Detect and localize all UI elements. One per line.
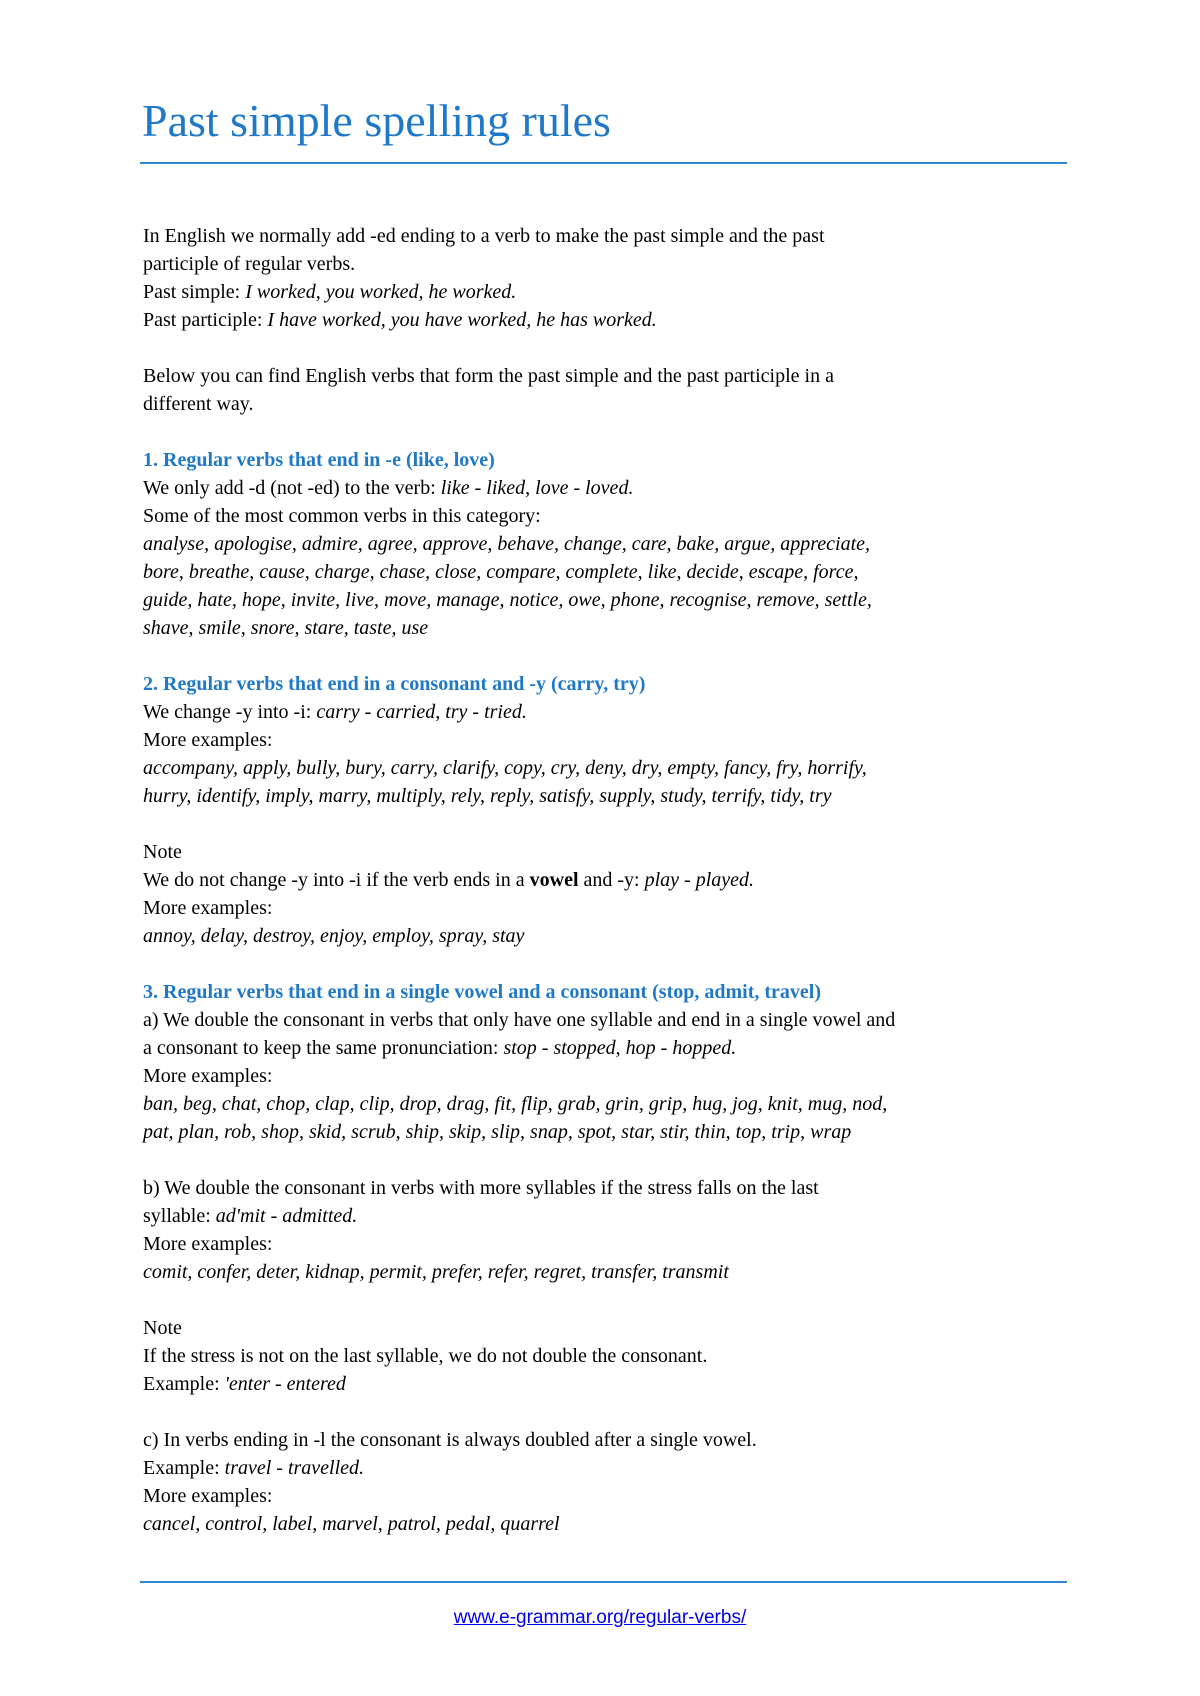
intro-line: In English we normally add -ed ending to a verb to make the past simple and the past	[143, 225, 825, 247]
rule-text: We only add -d (not -ed) to the verb:	[143, 477, 441, 499]
verb-list: shave, smile, snore, stare, taste, use	[143, 617, 429, 639]
example: travel - travelled.	[224, 1457, 365, 1479]
rule-line	[143, 1034, 1083, 1062]
example: like - liked	[440, 477, 526, 499]
example: I worked, you worked, he worked.	[245, 281, 517, 303]
past-simple-example	[143, 278, 1083, 306]
verb-list: ban, beg, chat, chop, clap, clip, drop, drag, fit, flip, grab, grin, grip, hug, jog, knit, mug, nod,	[143, 1093, 888, 1115]
separator: ,	[615, 1037, 626, 1059]
verb-list: analyse, apologise, admire, agree, approve, behave, change, care, bake, argue, appreciate,	[143, 533, 871, 555]
verb-list: comit, confer, deter, kidnap, permit, prefer, refer, regret, transfer, transmit	[143, 1261, 729, 1283]
example: 'enter - entered	[224, 1373, 346, 1395]
rule-line	[143, 1202, 1083, 1230]
text-line: Some of the most common verbs in this category:	[143, 505, 541, 527]
separator: ,	[525, 477, 536, 499]
intro-line: Below you can find English verbs that form the past simple and the past participle in a	[143, 365, 834, 387]
separator: ,	[435, 701, 446, 723]
text-line: More examples:	[143, 1233, 273, 1255]
verb-list: hurry, identify, imply, marry, multiply, rely, reply, satisfy, supply, study, terrify, tidy, try	[143, 785, 832, 807]
section-heading: 2. Regular verbs that end in a consonant and -y (carry, try)	[143, 673, 646, 695]
title-divider	[140, 162, 1067, 164]
example: ad'mit - admitted.	[215, 1205, 358, 1227]
example: try - tried.	[445, 701, 527, 723]
text-line: b) We double the consonant in verbs with more syllables if the stress falls on the last	[143, 1177, 819, 1199]
example: play - played.	[644, 869, 755, 891]
example: I have worked, you have worked, he has worked.	[267, 309, 657, 331]
note-line	[143, 866, 1083, 894]
text-line: More examples:	[143, 1485, 273, 1507]
note-bold: vowel	[529, 869, 579, 891]
intro-line: participle of regular verbs.	[143, 253, 356, 275]
page-title: Past simple spelling rules	[142, 95, 611, 146]
verb-list: guide, hate, hope, invite, live, move, manage, notice, owe, phone, recognise, remove, settle,	[143, 589, 872, 611]
footer-divider	[140, 1581, 1067, 1583]
example: carry - carried	[316, 701, 436, 723]
verb-list: cancel, control, label, marvel, patrol, pedal, quarrel	[143, 1513, 560, 1535]
label: Example:	[143, 1373, 225, 1395]
text-line: More examples:	[143, 729, 273, 751]
footer	[0, 1607, 1200, 1629]
rule-text: a consonant to keep the same pronunciation:	[143, 1037, 504, 1059]
section-heading: 1. Regular verbs that end in -e (like, love)	[143, 449, 495, 471]
footer-link[interactable]: www.e-grammar.org/regular-verbs/	[453, 1607, 747, 1628]
example: stop - stopped	[503, 1037, 616, 1059]
document-body	[143, 222, 1083, 1538]
example-line	[143, 1454, 1083, 1482]
section-heading: 3. Regular verbs that end in a single vowel and a consonant (stop, admit, travel)	[143, 981, 821, 1003]
example-line	[143, 1370, 1083, 1398]
label: Past participle:	[143, 309, 268, 331]
note-text: and -y:	[578, 869, 645, 891]
example: love - loved.	[535, 477, 634, 499]
text-line: More examples:	[143, 1065, 273, 1087]
rule-text: syllable:	[143, 1205, 216, 1227]
note-text: We do not change -y into -i if the verb ends in a	[143, 869, 530, 891]
note-line: If the stress is not on the last syllable, we do not double the consonant.	[143, 1345, 708, 1367]
label: Past simple:	[143, 281, 246, 303]
rule-line	[143, 474, 1083, 502]
text-line: More examples:	[143, 897, 273, 919]
past-participle-example	[143, 306, 1083, 334]
verb-list: accompany, apply, bully, bury, carry, clarify, copy, cry, deny, dry, empty, fancy, fry, horrify,	[143, 757, 867, 779]
verb-list: bore, breathe, cause, charge, chase, close, compare, complete, like, decide, escape, force,	[143, 561, 859, 583]
label: Example:	[143, 1457, 225, 1479]
text-line: c) In verbs ending in -l the consonant is always doubled after a single vowel.	[143, 1429, 757, 1451]
rule-text: We change -y into -i:	[143, 701, 317, 723]
rule-line	[143, 698, 1083, 726]
example: hop - hopped.	[625, 1037, 737, 1059]
note-label: Note	[143, 841, 182, 863]
intro-line: different way.	[143, 393, 254, 415]
verb-list: pat, plan, rob, shop, skid, scrub, ship, skip, slip, snap, spot, star, stir, thin, top, trip, wrap	[143, 1121, 852, 1143]
note-label: Note	[143, 1317, 182, 1339]
verb-list: annoy, delay, destroy, enjoy, employ, spray, stay	[143, 925, 525, 947]
text-line: a) We double the consonant in verbs that only have one syllable and end in a single vowel and	[143, 1009, 896, 1031]
